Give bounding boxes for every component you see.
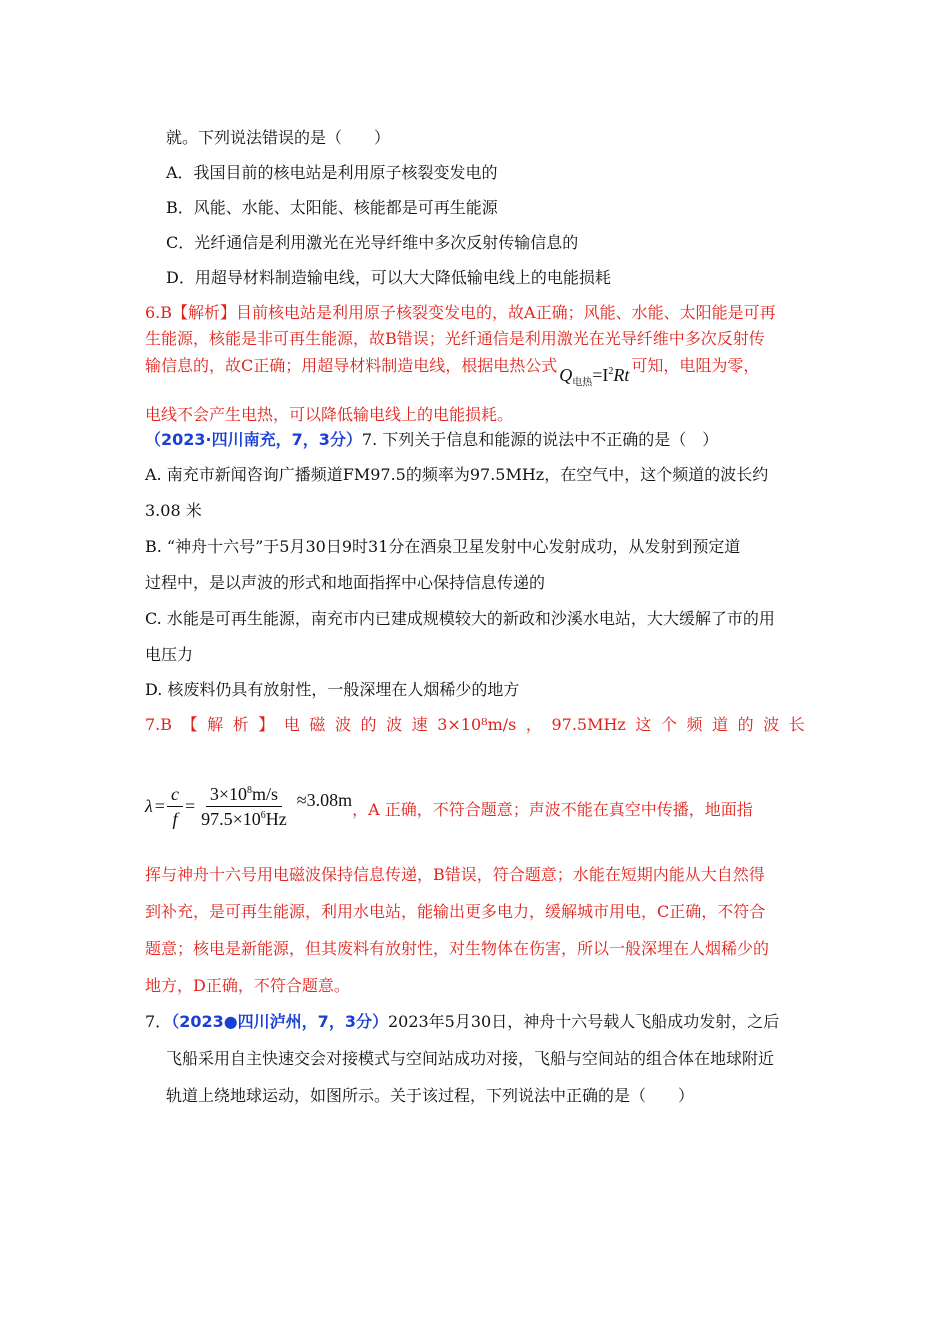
frac-c: c	[167, 784, 183, 807]
a7a-word: 道	[712, 715, 729, 734]
a6-line-3-end: 可知，电阻为零，	[631, 356, 760, 375]
a6-line-3-text: 输信息的，故C正确；用超导材料制造电线，根据电热公式	[145, 356, 558, 375]
a7a-word: ，	[525, 715, 542, 734]
a7a-after-formula: ，A 正确，不符合题意；声波不能在真空中传播，地面指	[352, 800, 753, 819]
c-over-f	[167, 784, 183, 829]
a7a-line-3: 挥与神舟十六号用电磁波保持信息传递，B错误，符合题意；水能在短期内能从大自然得	[145, 865, 765, 884]
joule-formula	[559, 365, 630, 389]
a7a-word: 3×10⁸m/s	[437, 715, 517, 734]
num-unit: m/s	[252, 783, 279, 804]
wavelength-formula	[145, 784, 352, 829]
a7a-word: 个	[660, 715, 677, 734]
a7a-word: 磁	[309, 715, 326, 734]
a7a-word: 波	[334, 715, 351, 734]
frac-numerator	[206, 784, 282, 807]
value-fraction	[197, 784, 291, 829]
a7a-line-5: 题意；核电是新能源，但其废料有放射性，对生物体在伤害，所以一般深埋在人烟稀少的	[145, 939, 770, 958]
q7a-option-d: D. 核废料仍具有放射性，一般深埋在人烟稀少的地方	[145, 680, 520, 699]
a7a-word: 长	[788, 715, 805, 734]
a7a-word: 波	[763, 715, 780, 734]
q7b-line-1	[145, 1012, 779, 1032]
num-exp: 8	[247, 784, 252, 796]
formula-sub: 电热	[572, 377, 593, 389]
formula-q: Q	[559, 365, 573, 385]
q7a-header	[145, 430, 718, 450]
a7a-word: 速	[411, 715, 428, 734]
a6-line-3	[145, 355, 760, 389]
q6-option-d: D．用超导材料制造输电线，可以大大降低输电线上的电能损耗	[166, 268, 611, 287]
q7a-option-c-2: 电压力	[145, 645, 194, 664]
a7a-word: 97.5MHz	[551, 715, 626, 734]
q7b-line-2: 飞船采用自主快速交会对接模式与空间站成功对接，飞船与空间站的组合体在地球附近	[166, 1049, 775, 1068]
q7a-option-a-1: A. 南充市新闻咨询广播频道FM97.5的频率为97.5MHz，在空气中，这个频道的波长约	[145, 465, 769, 484]
a7a-word: 】	[258, 715, 275, 734]
q7a-option-b-2: 过程中，是以声波的形式和地面指挥中心保持信息传递的	[145, 573, 546, 592]
q7b-source: （2023●四川泸州，7，3分）	[171, 1012, 388, 1031]
a7a-word: 波	[386, 715, 403, 734]
den-unit: Hz	[265, 808, 287, 829]
q7b-number: 7．	[145, 1012, 172, 1031]
a7a-prefix: 7.B	[145, 715, 173, 734]
formula-exp: 2	[608, 366, 614, 377]
formula-rt: Rt	[613, 365, 630, 385]
a6-line-1: 6.B【解析】目前核电站是利用原子核裂变发电的，故A正确；风能、水能、太阳能是可再	[145, 303, 776, 322]
a7a-word: 的	[360, 715, 377, 734]
q7a-stem: 7. 下列关于信息和能源的说法中不正确的是（ ）	[361, 430, 719, 449]
a7a-word: 这	[635, 715, 652, 734]
q7a-source: （2023·四川南充，7，3分）	[145, 430, 362, 449]
q7b-line-1-rest: 2023年5月30日，神舟十六号载人飞船成功发射，之后	[387, 1012, 780, 1031]
a7a-spread-line	[145, 715, 805, 735]
a7a-line-6: 地方，D正确，不符合题意。	[145, 976, 350, 995]
a7a-word: 频	[686, 715, 703, 734]
lambda-symbol: λ	[145, 796, 153, 816]
frac-f: f	[172, 808, 178, 829]
a7a-line-4: 到补充，是可再生能源，利用水电站，能输出更多电力，缓解城市用电，C正确，不符合	[145, 902, 766, 921]
formula-eq-i: =I	[592, 365, 609, 385]
a7a-formula-line	[145, 780, 753, 832]
a6-line-4: 电线不会产生电热，可以降低输电线上的电能损耗。	[145, 405, 514, 424]
q7a-option-a-2: 3.08 米	[145, 501, 202, 520]
frac-denominator	[197, 807, 291, 829]
a7a-word: 的	[737, 715, 754, 734]
q7a-option-c-1: C. 水能是可再生能源，南充市内已建成规模较大的新政和沙溪水电站，大大缓解了市的用	[145, 609, 775, 628]
den-exp: 6	[260, 809, 266, 821]
a7a-word: 【	[181, 715, 198, 734]
equals-1: =	[154, 796, 165, 816]
q7b-line-3: 轨道上绕地球运动，如图所示。关于该过程，下列说法中正确的是（ ）	[166, 1086, 695, 1105]
q7a-option-b-1: B. “神舟十六号”于5月30日9时31分在酒泉卫星发射中心发射成功，从发射到预定道	[145, 537, 741, 556]
a7a-word: 析	[232, 715, 249, 734]
equals-2: =	[184, 796, 196, 816]
a7a-word: 电	[283, 715, 300, 734]
q6-stem: 就。下列说法错误的是（ ）	[166, 128, 391, 147]
den-base: 97.5×10	[201, 808, 261, 829]
a7a-word: 解	[207, 715, 224, 734]
q6-option-a: A．我国目前的核电站是利用原子核裂变发电的	[166, 163, 498, 182]
approx-result: ≈3.08m	[296, 790, 353, 810]
q6-option-b: B．风能、水能、太阳能、核能都是可再生能源	[166, 198, 498, 217]
num-base: 3×10	[209, 783, 247, 804]
q6-option-c: C．光纤通信是利用激光在光导纤维中多次反射传输信息的	[166, 233, 579, 252]
a6-line-2: 生能源，核能是非可再生能源，故B错误；光纤通信是利用激光在光导纤维中多次反射传	[145, 329, 765, 348]
a7a-line-1	[145, 715, 805, 735]
